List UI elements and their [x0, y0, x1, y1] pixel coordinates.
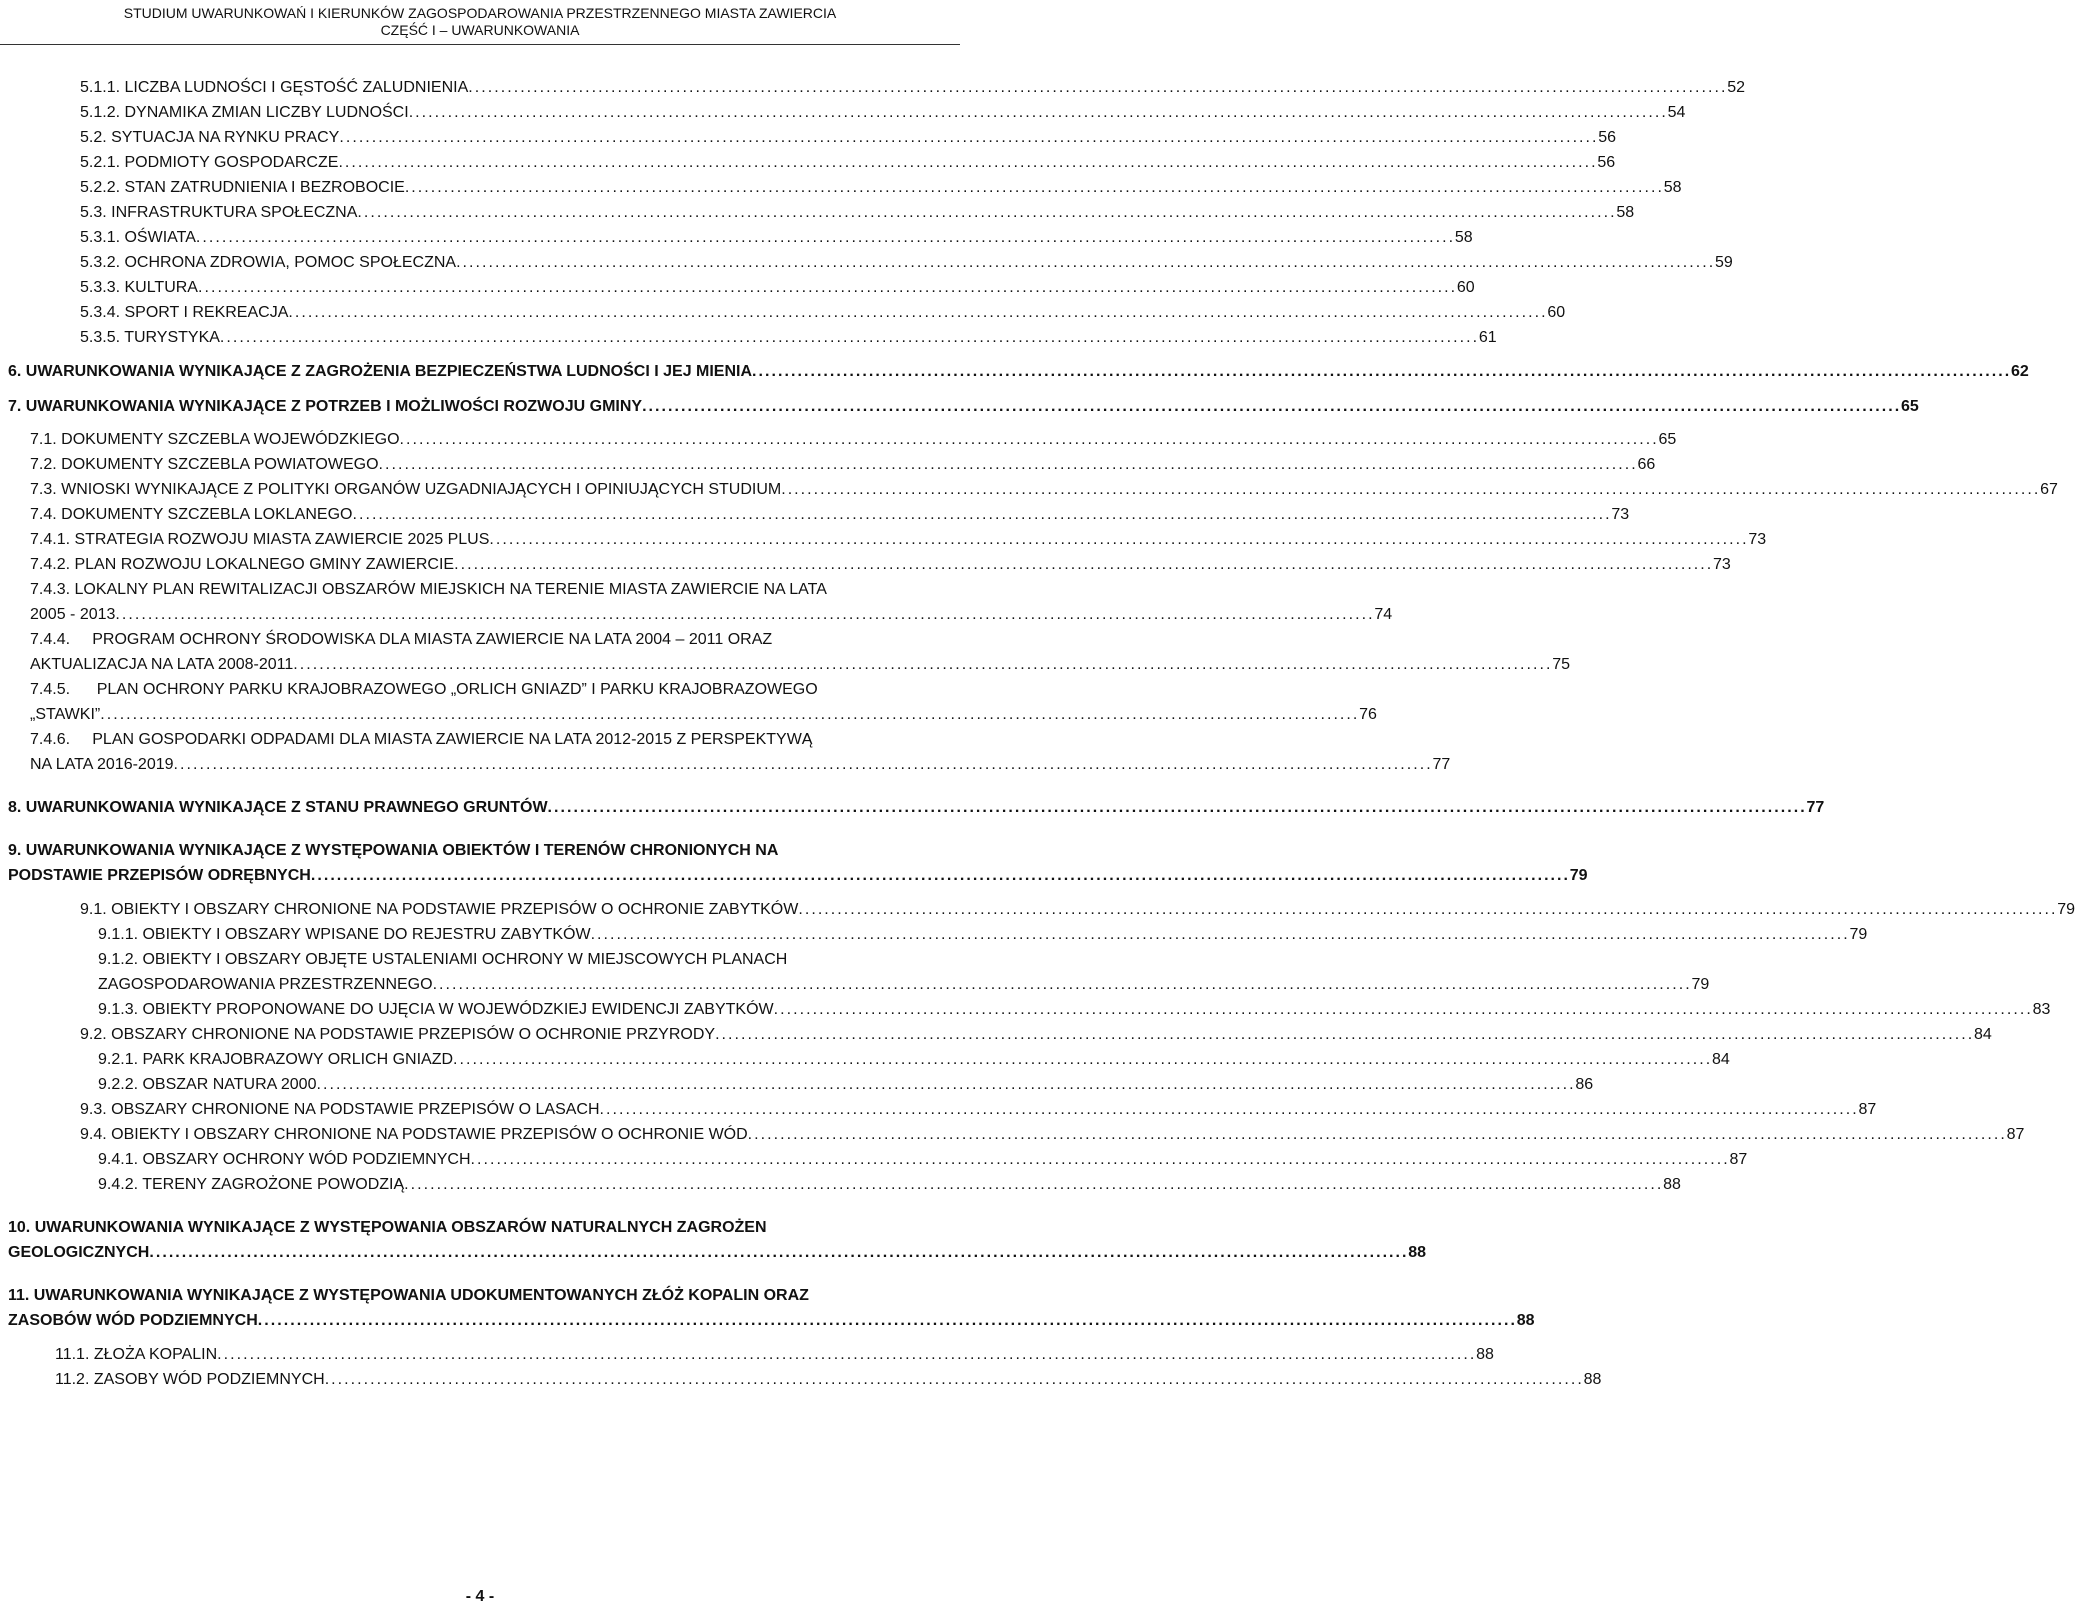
toc-entry[interactable]	[0, 1342, 1494, 1367]
toc-entry-multiline[interactable]	[0, 727, 1451, 777]
dot-leader	[220, 325, 1476, 350]
toc-entry-page: 75	[1552, 656, 1570, 673]
toc-entry-title: 9.1.3. OBIEKTY PROPONOWANE DO UJĘCIA W WOJEWÓDZKIEJ EWIDENCJI ZABYTKÓW	[98, 1001, 774, 1018]
toc-entry-title: 2005 - 2013	[30, 606, 116, 623]
toc-entry-page: 62	[2010, 363, 2029, 380]
toc-entry-page: 79	[2057, 901, 2075, 918]
dot-leader	[798, 897, 2054, 922]
toc-entry-page: 87	[2006, 1126, 2025, 1143]
toc-entry-title: 9.2. OBSZARY CHRONIONE NA PODSTAWIE PRZEPISÓW O OCHRONIE PRZYRODY	[80, 1026, 716, 1043]
toc-entry-page: 65	[1901, 398, 1919, 415]
toc-entry-page: 67	[2040, 481, 2058, 498]
toc-entry-page: 79	[1691, 976, 1710, 993]
toc-entry-title: 5.2.1. PODMIOTY GOSPODARCZE	[80, 154, 339, 171]
toc-entry[interactable]	[0, 1367, 1602, 1392]
toc-entry[interactable]	[0, 552, 1731, 577]
toc-entry-page: 58	[1663, 179, 1682, 196]
toc-entry-title: 7.4.1. STRATEGIA ROZWOJU MIASTA ZAWIERCIE 2025 PLUS	[30, 531, 490, 548]
toc-chapter-entry[interactable]	[0, 795, 1825, 820]
toc-entry-title-line1: 9.1.2. OBIEKTY I OBSZARY OBJĘTE USTALENIAMI OCHRONY W MIEJSCOWYCH PLANACH	[98, 951, 788, 968]
toc-entry-title: 7.2. DOKUMENTY SZCZEBLA POWIATOWEGO	[30, 456, 379, 473]
toc-entry-title: 7.4. DOKUMENTY SZCZEBLA LOKLANEGO	[30, 506, 353, 523]
toc-entry-page: 88	[1663, 1176, 1681, 1193]
toc-entry-title: 9.2.2. OBSZAR NATURA 2000	[98, 1076, 317, 1093]
toc-entry-page: 86	[1575, 1076, 1594, 1093]
toc-entry-page: 58	[1616, 204, 1635, 221]
toc-entry-page: 76	[1359, 706, 1377, 723]
toc-entry-page: 66	[1637, 456, 1656, 473]
toc-entry-multiline[interactable]	[0, 577, 1393, 627]
toc-entry[interactable]	[0, 1072, 1594, 1097]
toc-entry-page: 77	[1806, 799, 1825, 816]
dot-leader	[357, 200, 1613, 225]
dot-leader	[471, 1147, 1727, 1172]
toc-entry-title: 5.3.1. OŚWIATA	[80, 229, 196, 246]
dot-leader	[781, 477, 2037, 502]
toc-entry[interactable]	[0, 325, 1497, 350]
toc-entry-title: 9.2.1. PARK KRAJOBRAZOWY ORLICH GNIAZD	[98, 1051, 454, 1068]
toc-entry-page: 60	[1456, 279, 1475, 296]
toc-entry-title: 7.1. DOKUMENTY SZCZEBLA WOJEWÓDZKIEGO	[30, 431, 400, 448]
toc-entry-title: 9.4.1. OBSZARY OCHRONY WÓD PODZIEMNYCH	[98, 1151, 471, 1168]
toc-entry-title: 5.3.4. SPORT I REKREACJA	[80, 304, 289, 321]
toc-entry-title: AKTUALIZACJA NA LATA 2008-2011	[30, 656, 294, 673]
toc-entry-title-line1: 7.4.5. PLAN OCHRONY PARKU KRAJOBRAZOWEGO „ORLICH GNIAZD” I PARKU KRAJOBRAZOWEGO	[30, 681, 818, 698]
toc-entry-page: 73	[1748, 531, 1767, 548]
toc-entry[interactable]	[0, 1122, 2025, 1147]
toc-entry[interactable]	[0, 1147, 1748, 1172]
toc-entry[interactable]	[0, 300, 1566, 325]
toc-entry-page: 87	[1858, 1101, 1877, 1118]
dot-leader	[196, 225, 1452, 250]
toc-entry[interactable]	[0, 125, 1617, 150]
dot-leader	[149, 1240, 1405, 1265]
dot-leader	[409, 100, 1665, 125]
toc-entry-title: 5.2.2. STAN ZATRUDNIENIA I BEZROBOCIE	[80, 179, 405, 196]
toc-entry[interactable]	[0, 502, 1630, 527]
toc-entry-title: 7. UWARUNKOWANIA WYNIKAJĄCE Z POTRZEB I MOŻLIWOŚCI ROZWOJU GMINY	[8, 398, 643, 415]
dot-leader	[174, 752, 1430, 777]
toc-entry-page: 84	[1974, 1026, 1992, 1043]
toc-entry-page: 73	[1611, 506, 1630, 523]
toc-entry-title: 6. UWARUNKOWANIA WYNIKAJĄCE Z ZAGROŻENIA BEZPIECZEŃSTWA LUDNOŚCI I JEJ MIENIA	[8, 363, 753, 380]
dot-leader	[456, 250, 1712, 275]
toc-entry-page: 74	[1374, 606, 1393, 623]
toc-entry-multiline[interactable]	[0, 627, 1570, 677]
dot-leader	[489, 527, 1745, 552]
dot-leader	[748, 1122, 2004, 1147]
dot-leader	[433, 972, 1689, 997]
toc-entry[interactable]	[0, 275, 1475, 300]
toc-chapter-entry[interactable]	[0, 359, 2029, 384]
toc-entry-page: 65	[1658, 431, 1677, 448]
toc-entry[interactable]	[0, 1172, 1681, 1197]
toc-entry[interactable]	[0, 997, 2051, 1022]
header-divider	[0, 44, 960, 45]
toc-entry-title: 5.2. SYTUACJA NA RYNKU PRACY	[80, 129, 340, 146]
toc-entry[interactable]	[0, 150, 1616, 175]
toc-entry[interactable]	[0, 1047, 1730, 1072]
toc-entry[interactable]	[0, 527, 1767, 552]
toc-entry-title: 8. UWARUNKOWANIA WYNIKAJĄCE Z STANU PRAWNEGO GRUNTÓW	[8, 799, 548, 816]
dot-leader	[548, 795, 1804, 820]
toc-entry-page: 87	[1729, 1151, 1748, 1168]
toc-entry-title: ZASOBÓW WÓD PODZIEMNYCH	[8, 1312, 258, 1329]
dot-leader	[642, 394, 1898, 419]
toc-entry-title-line1: 10. UWARUNKOWANIA WYNIKAJĄCE Z WYSTĘPOWANIA OBSZARÓW NATURALNYCH ZAGROŻEN	[8, 1219, 767, 1236]
toc-entry[interactable]	[0, 250, 1733, 275]
toc-entry-title-line1: 7.4.3. LOKALNY PLAN REWITALIZACJI OBSZARÓW MIEJSKICH NA TERENIE MIASTA ZAWIERCIE NA LATA	[30, 581, 827, 598]
toc-entry-title: 7.3. WNIOSKI WYNIKAJĄCE Z POLITYKI ORGANÓW UZGADNIAJĄCYCH I OPINIUJĄCYCH STUDIUM	[30, 481, 782, 498]
toc-chapter-entry-multiline[interactable]	[0, 1215, 1427, 1265]
dot-leader	[454, 552, 1710, 577]
dot-leader	[400, 427, 1656, 452]
toc-entry[interactable]	[0, 477, 2058, 502]
toc-entry-page: 52	[1727, 79, 1745, 96]
toc-entry-title: 5.3.5. TURYSTYKA	[80, 329, 220, 346]
dot-leader	[339, 125, 1595, 150]
toc-entry[interactable]	[0, 922, 1868, 947]
dot-leader	[591, 922, 1847, 947]
dot-leader	[379, 452, 1635, 477]
toc-entry-title-line1: 11. UWARUNKOWANIA WYNIKAJĄCE Z WYSTĘPOWANIA UDOKUMENTOWANYCH ZŁÓŻ KOPALIN ORAZ	[8, 1287, 809, 1304]
toc-entry-page: 79	[1849, 926, 1868, 943]
toc-entry-title: 9.1.1. OBIEKTY I OBSZARY WPISANE DO REJESTRU ZABYTKÓW	[98, 926, 591, 943]
dot-leader	[100, 702, 1356, 727]
dot-leader	[752, 359, 2008, 384]
toc-entry-page: 59	[1715, 254, 1733, 271]
toc-entry-page: 83	[2032, 1001, 2051, 1018]
header-subtitle: CZĘŚĆ I – UWARUNKOWANIA	[380, 22, 580, 38]
dot-leader	[774, 997, 2030, 1022]
toc-entry[interactable]	[0, 1097, 1877, 1122]
dot-leader	[453, 1047, 1709, 1072]
toc-entry-page: 88	[1583, 1371, 1602, 1388]
toc-chapter-entry[interactable]	[0, 394, 1919, 419]
header-title: STUDIUM UWARUNKOWAŃ I KIERUNKÓW ZAGOSPODAROWANIA PRZESTRZENNEGO MIASTA ZAWIERCIA	[123, 5, 837, 21]
toc-entry-title-line1: 7.4.6. PLAN GOSPODARKI ODPADAMI DLA MIASTA ZAWIERCIE NA LATA 2012-2015 Z PERSPEKTYWĄ	[30, 731, 813, 748]
toc-entry-title-line1: 7.4.4. PROGRAM OCHRONY ŚRODOWISKA DLA MIASTA ZAWIERCIE NA LATA 2004 – 2011 ORAZ	[30, 631, 773, 648]
toc-entry[interactable]	[0, 175, 1682, 200]
dot-leader	[325, 1367, 1581, 1392]
toc-entry[interactable]	[0, 1022, 1992, 1047]
dot-leader	[468, 75, 1724, 100]
toc-entry-title: 5.3. INFRASTRUKTURA SPOŁECZNA	[80, 204, 358, 221]
toc-entry-page: 88	[1408, 1244, 1427, 1261]
dot-leader	[258, 1308, 1514, 1333]
dot-leader	[311, 863, 1567, 888]
toc-entry-page: 61	[1478, 329, 1497, 346]
dot-leader	[404, 1172, 1660, 1197]
toc-entry-title: 9.3. OBSZARY CHRONIONE NA PODSTAWIE PRZEPISÓW O LASACH	[80, 1101, 600, 1118]
toc-entry[interactable]	[0, 100, 1686, 125]
toc-entry-page: 54	[1667, 104, 1686, 121]
toc-entry-title-line1: 9. UWARUNKOWANIA WYNIKAJĄCE Z WYSTĘPOWANIA OBIEKTÓW I TERENÓW CHRONIONYCH NA	[8, 842, 779, 859]
toc-entry-title: 5.3.3. KULTURA	[80, 279, 198, 296]
toc-entry-title: 7.4.2. PLAN ROZWOJU LOKALNEGO GMINY ZAWIERCIE	[30, 556, 455, 573]
toc-entry-title: ZAGOSPODAROWANIA PRZESTRZENNEGO	[98, 976, 433, 993]
toc-entry-page: 58	[1454, 229, 1473, 246]
toc-entry-title: GEOLOGICZNYCH	[8, 1244, 150, 1261]
toc-entry-multiline[interactable]	[0, 947, 1710, 997]
toc-entry-page: 73	[1713, 556, 1731, 573]
toc-entry-title: 11.1. ZŁOŻA KOPALIN	[55, 1346, 218, 1363]
toc-entry[interactable]	[0, 225, 1473, 250]
toc-chapter-entry-multiline[interactable]	[0, 838, 1588, 888]
toc-entry-page: 88	[1516, 1312, 1535, 1329]
toc-entry-title: PODSTAWIE PRZEPISÓW ODRĘBNYCH	[8, 867, 311, 884]
dot-leader	[405, 175, 1661, 200]
toc-entry-page: 77	[1432, 756, 1451, 773]
toc-entry-title: 11.2. ZASOBY WÓD PODZIEMNYCH	[55, 1371, 325, 1388]
table-of-contents	[0, 75, 2075, 1392]
dot-leader	[600, 1097, 1856, 1122]
toc-entry-title: 9.4.2. TERENY ZAGROŻONE POWODZIĄ	[98, 1176, 405, 1193]
toc-entry-page: 84	[1711, 1051, 1730, 1068]
dot-leader	[288, 300, 1544, 325]
toc-entry-page: 79	[1569, 867, 1588, 884]
page-number: - 4 -	[465, 1588, 495, 1605]
toc-entry[interactable]	[0, 452, 1656, 477]
dot-leader	[115, 602, 1371, 627]
toc-entry-title: NA LATA 2016-2019	[30, 756, 174, 773]
toc-entry-title: 9.1. OBIEKTY I OBSZARY CHRONIONE NA PODSTAWIE PRZEPISÓW O OCHRONIE ZABYTKÓW	[80, 901, 799, 918]
toc-entry[interactable]	[0, 427, 1677, 452]
toc-entry-title: 9.4. OBIEKTY I OBSZARY CHRONIONE NA PODSTAWIE PRZEPISÓW O OCHRONIE WÓD	[80, 1126, 748, 1143]
dot-leader	[338, 150, 1594, 175]
dot-leader	[715, 1022, 1971, 1047]
toc-entry-page: 56	[1598, 129, 1617, 146]
toc-entry-page: 88	[1476, 1346, 1494, 1363]
toc-entry-page: 56	[1597, 154, 1616, 171]
toc-chapter-entry-multiline[interactable]	[0, 1283, 1535, 1333]
toc-entry-title: 5.1.1. LICZBA LUDNOŚCI I GĘSTOŚĆ ZALUDNIENIA	[80, 79, 469, 96]
toc-entry-title: 5.3.2. OCHRONA ZDROWIA, POMOC SPOŁECZNA	[80, 254, 457, 271]
dot-leader	[352, 502, 1608, 527]
toc-entry[interactable]	[0, 200, 1635, 225]
toc-entry-title: 5.1.2. DYNAMIKA ZMIAN LICZBY LUDNOŚCI	[80, 104, 409, 121]
dot-leader	[293, 652, 1549, 677]
dot-leader	[217, 1342, 1473, 1367]
toc-entry-multiline[interactable]	[0, 677, 1377, 727]
toc-entry[interactable]	[0, 897, 2075, 922]
dot-leader	[198, 275, 1454, 300]
toc-entry-title: „STAWKI”	[30, 706, 101, 723]
dot-leader	[316, 1072, 1572, 1097]
toc-entry[interactable]	[0, 75, 1745, 100]
toc-entry-page: 60	[1547, 304, 1566, 321]
